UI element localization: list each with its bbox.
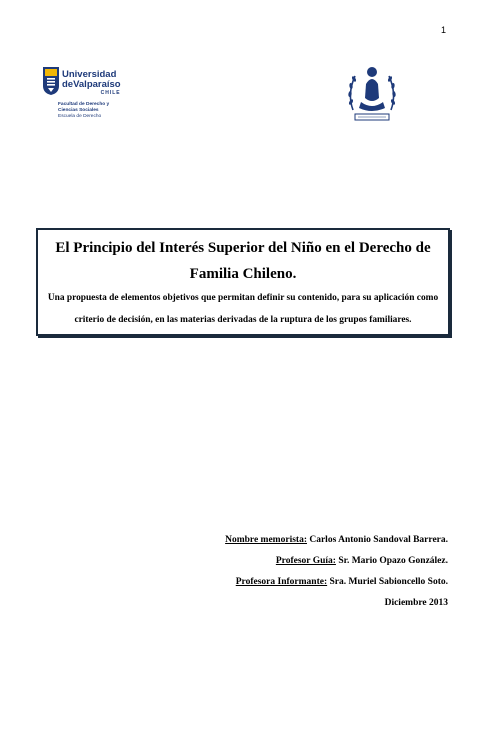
page-number: 1 bbox=[441, 25, 447, 35]
document-subtitle: Una propuesta de elementos objetivos que permitan definir su contenido, para su aplicación como criterio de decisión, en las materias derivadas de la ruptura de los grupos familiares. bbox=[47, 293, 439, 325]
university-name-line1: Universidad bbox=[62, 69, 117, 80]
credits-block bbox=[225, 530, 448, 614]
credit-value: Sra. Muriel Sabioncello Soto. bbox=[329, 577, 448, 587]
credit-label: Profesor Guía: bbox=[275, 556, 336, 566]
laurel-emblem-icon bbox=[345, 64, 399, 126]
credit-label: Nombre memorista: bbox=[225, 535, 307, 545]
university-country: CHILE bbox=[100, 90, 121, 96]
credit-reviewer bbox=[225, 572, 448, 593]
faculty-line2: Ciencias Sociales bbox=[58, 108, 99, 113]
credit-value: Sr. Mario Opazo González. bbox=[338, 556, 448, 566]
university-logo bbox=[42, 66, 152, 126]
document-date: Diciembre 2013 bbox=[384, 598, 448, 608]
credit-author bbox=[225, 530, 448, 551]
faculty-line3: Escuela de Derecho bbox=[58, 114, 102, 119]
credit-advisor bbox=[225, 551, 448, 572]
university-shield-icon bbox=[42, 66, 60, 96]
title-box bbox=[36, 228, 450, 336]
credit-label: Profesora Informante: bbox=[235, 577, 328, 587]
faculty-line1: Facultad de Derecho y bbox=[58, 102, 110, 107]
document-title: El Principio del Interés Superior del Niño en el Derecho de Familia Chileno. bbox=[55, 240, 431, 282]
university-name-line2: deValparaíso bbox=[62, 79, 121, 90]
credit-value: Carlos Antonio Sandoval Barrera. bbox=[309, 535, 448, 545]
